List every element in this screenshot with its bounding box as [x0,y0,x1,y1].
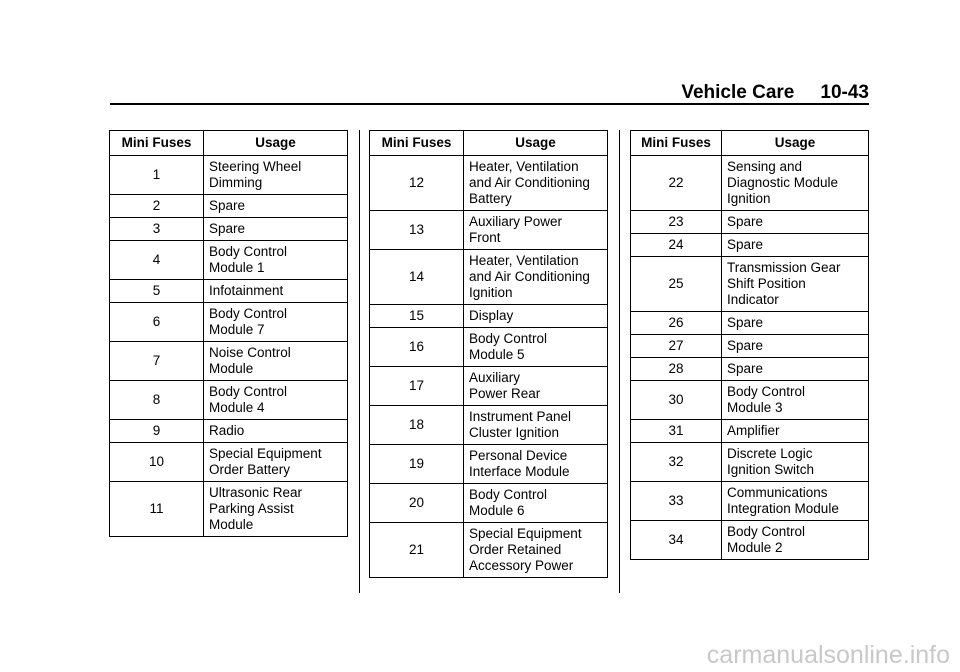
header-usage: Usage [464,131,608,156]
table-row [370,523,608,578]
fuse-usage: Special Equipment Order Battery [204,443,348,482]
fuse-number: 11 [110,482,204,537]
table-row [631,156,869,211]
fuse-number: 34 [631,521,722,560]
fuse-number: 33 [631,482,722,521]
fuse-number: 23 [631,211,722,234]
header-usage: Usage [204,131,348,156]
table-row [631,234,869,257]
fuse-usage: Auxiliary Power Front [464,211,608,250]
fuse-number: 27 [631,335,722,358]
fuse-number: 26 [631,312,722,335]
fuse-usage: Communications Integration Module [722,482,869,521]
fuse-number: 24 [631,234,722,257]
table-row [631,381,869,420]
fuse-usage: Spare [204,218,348,241]
fuse-usage: Sensing and Diagnostic Module Ignition [722,156,869,211]
watermark: carmanualsonline.info [706,641,950,669]
fuse-number: 12 [370,156,464,211]
table-row [631,420,869,443]
fuse-number: 15 [370,305,464,328]
table-row [110,218,348,241]
fuse-number: 8 [110,381,204,420]
table-row [631,211,869,234]
table-row [631,257,869,312]
fuse-number: 19 [370,445,464,484]
fuse-usage: Heater, Ventilation and Air Conditioning Ignition [464,250,608,305]
fuse-usage: Spare [204,195,348,218]
fuse-usage: Body Control Module 4 [204,381,348,420]
fuse-number: 2 [110,195,204,218]
fuse-usage: Spare [722,335,869,358]
fuse-usage: Body Control Module 3 [722,381,869,420]
fuse-number: 13 [370,211,464,250]
fuse-number: 32 [631,443,722,482]
column-divider-2 [619,130,620,593]
table-row [110,342,348,381]
fuse-usage: Ultrasonic Rear Parking Assist Module [204,482,348,537]
table-row [631,443,869,482]
fuse-number: 16 [370,328,464,367]
table-row [110,482,348,537]
table-header-row [631,131,869,156]
table-header-row [110,131,348,156]
table-row [631,335,869,358]
fuse-usage: Noise Control Module [204,342,348,381]
fuse-number: 25 [631,257,722,312]
table-row [370,156,608,211]
fuse-usage: Display [464,305,608,328]
fuse-usage: Infotainment [204,280,348,303]
table-row [370,445,608,484]
fuse-usage: Body Control Module 2 [722,521,869,560]
table-row [631,482,869,521]
fuse-table-2 [369,130,608,578]
fuse-usage: Discrete Logic Ignition Switch [722,443,869,482]
fuse-usage: Body Control Module 1 [204,241,348,280]
header-rule [110,103,869,105]
table-row [110,443,348,482]
table-row [110,381,348,420]
table-row [110,420,348,443]
table-row [370,250,608,305]
table-row [370,328,608,367]
fuse-number: 6 [110,303,204,342]
column-divider-1 [359,130,360,593]
fuse-usage: Auxiliary Power Rear [464,367,608,406]
fuse-usage: Spare [722,358,869,381]
fuse-usage: Spare [722,312,869,335]
fuse-number: 14 [370,250,464,305]
table-row [110,241,348,280]
fuse-number: 1 [110,156,204,195]
header-mini-fuses: Mini Fuses [370,131,464,156]
table-row [370,305,608,328]
table-header-row [370,131,608,156]
table-row [110,156,348,195]
table-row [631,521,869,560]
table-row [370,406,608,445]
table-row [370,367,608,406]
table-row [631,312,869,335]
fuse-usage: Personal Device Interface Module [464,445,608,484]
fuse-table-3 [630,130,869,560]
table-row [110,303,348,342]
page-number: 10-43 [820,82,869,103]
header-usage: Usage [722,131,869,156]
fuse-number: 28 [631,358,722,381]
fuse-number: 18 [370,406,464,445]
fuse-usage: Instrument Panel Cluster Ignition [464,406,608,445]
fuse-number: 17 [370,367,464,406]
table-row [370,484,608,523]
fuse-usage: Spare [722,211,869,234]
fuse-number: 9 [110,420,204,443]
fuse-usage: Special Equipment Order Retained Accessory Power [464,523,608,578]
header-mini-fuses: Mini Fuses [110,131,204,156]
header-mini-fuses: Mini Fuses [631,131,722,156]
fuse-number: 10 [110,443,204,482]
fuse-usage: Heater, Ventilation and Air Conditioning Battery [464,156,608,211]
fuse-table-1 [109,130,348,537]
fuse-usage: Spare [722,234,869,257]
table-row [110,195,348,218]
fuse-usage: Body Control Module 5 [464,328,608,367]
fuse-usage: Steering Wheel Dimming [204,156,348,195]
fuse-number: 31 [631,420,722,443]
table-row [631,358,869,381]
fuse-number: 21 [370,523,464,578]
fuse-number: 22 [631,156,722,211]
section-title: Vehicle Care [681,82,795,103]
fuse-number: 4 [110,241,204,280]
fuse-usage: Transmission Gear Shift Position Indicator [722,257,869,312]
table-row [110,280,348,303]
fuse-number: 3 [110,218,204,241]
fuse-number: 5 [110,280,204,303]
fuse-usage: Body Control Module 6 [464,484,608,523]
table-row [370,211,608,250]
fuse-number: 7 [110,342,204,381]
fuse-usage: Radio [204,420,348,443]
fuse-usage: Amplifier [722,420,869,443]
fuse-number: 20 [370,484,464,523]
fuse-number: 30 [631,381,722,420]
fuse-usage: Body Control Module 7 [204,303,348,342]
